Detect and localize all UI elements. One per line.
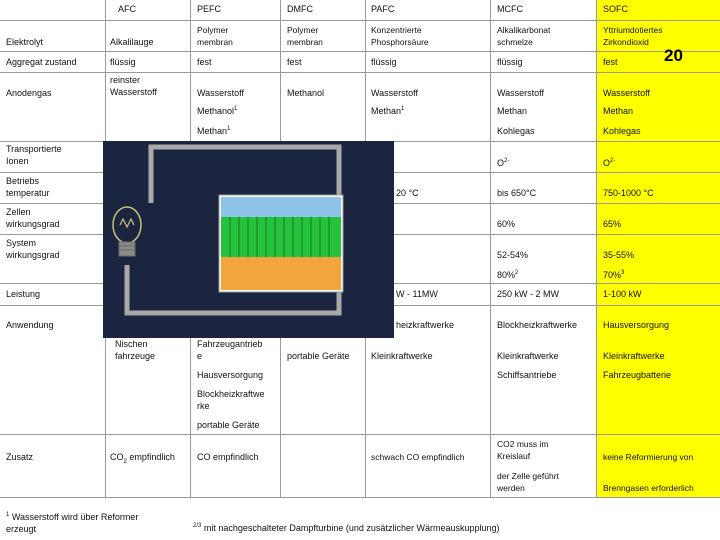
cell-anodengas-afc-1: reinster — [110, 75, 141, 85]
cell-zusatz-mcfc-2: Kreislauf — [497, 451, 531, 461]
footnote-1-line-2: erzeugt — [6, 524, 37, 534]
cell-elektrolyt-dmfc-1: Polymer — [287, 25, 319, 35]
cell-zusatz-sofc-1: keine Reformierung von — [603, 452, 694, 462]
cell-anwendung-afc-2: fahrzeuge — [115, 351, 156, 361]
row-label-system-1: System — [6, 238, 37, 248]
cell-anodengas-afc-2: Wasserstoff — [110, 87, 158, 97]
row-label-leistung: Leistung — [6, 289, 41, 299]
col-header-mcfc: MCFC — [497, 4, 523, 14]
cell-anwendung-dmfc: portable Geräte — [287, 351, 350, 361]
row-label-system-2: wirkungsgrad — [6, 250, 60, 260]
cell-anodengas-pefc-2: Methanol$^1$ — [197, 106, 238, 116]
row-label-temperatur-1: Betriebs — [6, 176, 40, 186]
cell-ionen-sofc: $O^{2-}$ — [603, 158, 616, 168]
cell-anodengas-sofc-2: Methan — [603, 106, 634, 116]
cell-zusatz-afc: $CO_2$ empfindlich — [110, 452, 175, 465]
cell-anwendung-sofc-3: Fahrzeugbatterie — [603, 370, 672, 380]
cell-aggregat-pefc: fest — [197, 57, 212, 67]
cell-zusatz-mcfc-4: werden — [497, 483, 525, 493]
cell-temperatur-sofc: 750-1000 °C — [603, 188, 654, 198]
cell-zusatz-mcfc-1: CO2 muss im — [497, 439, 549, 449]
cell-aggregat-sofc: fest — [603, 57, 618, 67]
col-header-afc: AFC — [118, 4, 136, 14]
row-label-aggregat: Aggregat zustand — [6, 57, 77, 67]
cell-anodengas-sofc-3: Kohlegas — [603, 126, 641, 136]
cell-elektrolyt-mcfc-2: schmelze — [497, 37, 533, 47]
cell-anwendung-afc-1: Nischen — [115, 339, 148, 349]
cell-anwendung-sofc-1: Hausversorgung — [603, 320, 670, 330]
fuel-cell-svg — [103, 141, 394, 338]
cell-system-mcfc-1: 52-54% — [497, 250, 529, 260]
cell-anodengas-mcfc-2: Methan — [497, 106, 528, 116]
cell-anwendung-pefc-1: Fahrzeugantrieb — [197, 339, 263, 349]
cell-temperatur-pafc: 20 °C — [396, 188, 419, 198]
cell-anodengas-dmfc: Methanol — [287, 88, 325, 98]
slide-number-badge: 20 — [664, 46, 683, 65]
col-header-dmfc: DMFC — [287, 4, 313, 14]
electrolyte-layer — [221, 197, 341, 217]
cell-elektrolyt-pafc-2: Phosphorsäure — [371, 37, 429, 47]
cell-anodengas-mcfc-3: Kohlegas — [497, 126, 535, 136]
cell-anwendung-pefc-5: rke — [197, 401, 210, 411]
cell-aggregat-pafc: flüssig — [371, 57, 397, 67]
cell-anwendung-pafc-2: Kleinkraftwerke — [371, 351, 433, 361]
cell-anwendung-pefc-3: Hausversorgung — [197, 370, 264, 380]
cell-anodengas-sofc-1: Wasserstoff — [603, 88, 651, 98]
cell-anwendung-sofc-2: Kleinkraftwerke — [603, 351, 665, 361]
anode-layer — [221, 257, 341, 290]
cell-system-mcfc-2: 80%$^2$ — [497, 270, 519, 280]
cell-leistung-pafc: W - 11MW — [396, 289, 438, 299]
row-label-anwendung: Anwendung — [6, 320, 54, 330]
cell-system-sofc-1: 35-55% — [603, 250, 635, 260]
cell-aggregat-dmfc: fest — [287, 57, 302, 67]
cell-anwendung-pefc-6: portable Geräte — [197, 420, 260, 430]
row-label-ionen-2: Ionen — [6, 156, 29, 166]
cell-anodengas-mcfc-1: Wasserstoff — [497, 88, 545, 98]
cell-leistung-mcfc: 250 kW - 2 MW — [497, 289, 560, 299]
cell-elektrolyt-pafc-1: Konzentrierte — [371, 25, 422, 35]
row-label-zellen-1: Zellen — [6, 207, 31, 217]
cell-zellen-mcfc: 60% — [497, 219, 516, 229]
col-header-pafc: PAFC — [371, 4, 395, 14]
footnote-1-line-1: $^1$ Wasserstoff wird über Reformer — [6, 512, 139, 522]
cell-anwendung-pefc-4: Blockheizkraftwe — [197, 389, 265, 399]
cell-elektrolyt-sofc-2: Zirkondioxid — [603, 37, 649, 47]
row-label-ionen-1: Transportierte — [6, 144, 62, 154]
row-label-zellen-2: wirkungsgrad — [6, 219, 60, 229]
cell-elektrolyt-pefc-1: Polymer — [197, 25, 229, 35]
cell-aggregat-mcfc: flüssig — [497, 57, 523, 67]
cell-zusatz-mcfc-3: der Zelle geführt — [497, 471, 559, 481]
row-label-temperatur-2: temperatur — [6, 188, 50, 198]
cell-temperatur-mcfc: bis 650°C — [497, 188, 537, 198]
col-header-sofc: SOFC — [603, 4, 629, 14]
cell-anodengas-pafc-2: Methan$^1$ — [371, 106, 405, 116]
cell-zusatz-pefc: CO empfindlich — [197, 452, 259, 462]
cell-anodengas-pefc-1: Wasserstoff — [197, 88, 245, 98]
col-header-pefc: PEFC — [197, 4, 222, 14]
cell-anwendung-mcfc-2: Kleinkraftwerke — [497, 351, 559, 361]
cell-elektrolyt-dmfc-2: membran — [287, 37, 323, 47]
cell-aggregat-afc: flüssig — [110, 57, 136, 67]
cell-elektrolyt-pefc-2: membran — [197, 37, 233, 47]
row-label-elektrolyt: Elektrolyt — [6, 37, 44, 47]
cell-zusatz-pafc: schwach CO empfindlich — [371, 452, 465, 462]
cell-leistung-sofc: 1-100 kW — [603, 289, 642, 299]
cell-anodengas-pefc-3: Methan$^1$ — [197, 126, 231, 136]
cell-anodengas-pafc-1: Wasserstoff — [371, 88, 419, 98]
light-bulb-icon — [113, 207, 141, 256]
cell-system-sofc-2: 70%$^3$ — [603, 270, 625, 280]
cell-anwendung-mcfc-1: Blockheizkraftwerke — [497, 320, 578, 330]
fuel-cell-illustration — [103, 141, 394, 338]
cell-anwendung-pefc-2: e — [197, 351, 203, 361]
cell-zusatz-sofc-2: Brenngasen erforderlich — [603, 483, 694, 493]
cell-anwendung-mcfc-3: Schiffsantriebe — [497, 370, 557, 380]
row-label-anodengas: Anodengas — [6, 88, 52, 98]
cell-elektrolyt-sofc-1: Yttriumdotiertes — [603, 25, 663, 35]
cell-anwendung-pafc-1: heizkraftwerke — [396, 320, 455, 330]
cell-elektrolyt-mcfc-1: Alkalikarbonat — [497, 25, 551, 35]
cell-ionen-mcfc: $O^{2-}$ — [497, 158, 510, 168]
cell-zellen-sofc: 65% — [603, 219, 622, 229]
cell-elektrolyt-afc: Alkalilauge — [110, 37, 154, 47]
footnote-2: $^{2/3}$ mit nachgeschalteter Dampfturbine (und zusätzlicher Wärmeauskupplung) — [193, 523, 500, 533]
row-label-zusatz: Zusatz — [6, 452, 34, 462]
